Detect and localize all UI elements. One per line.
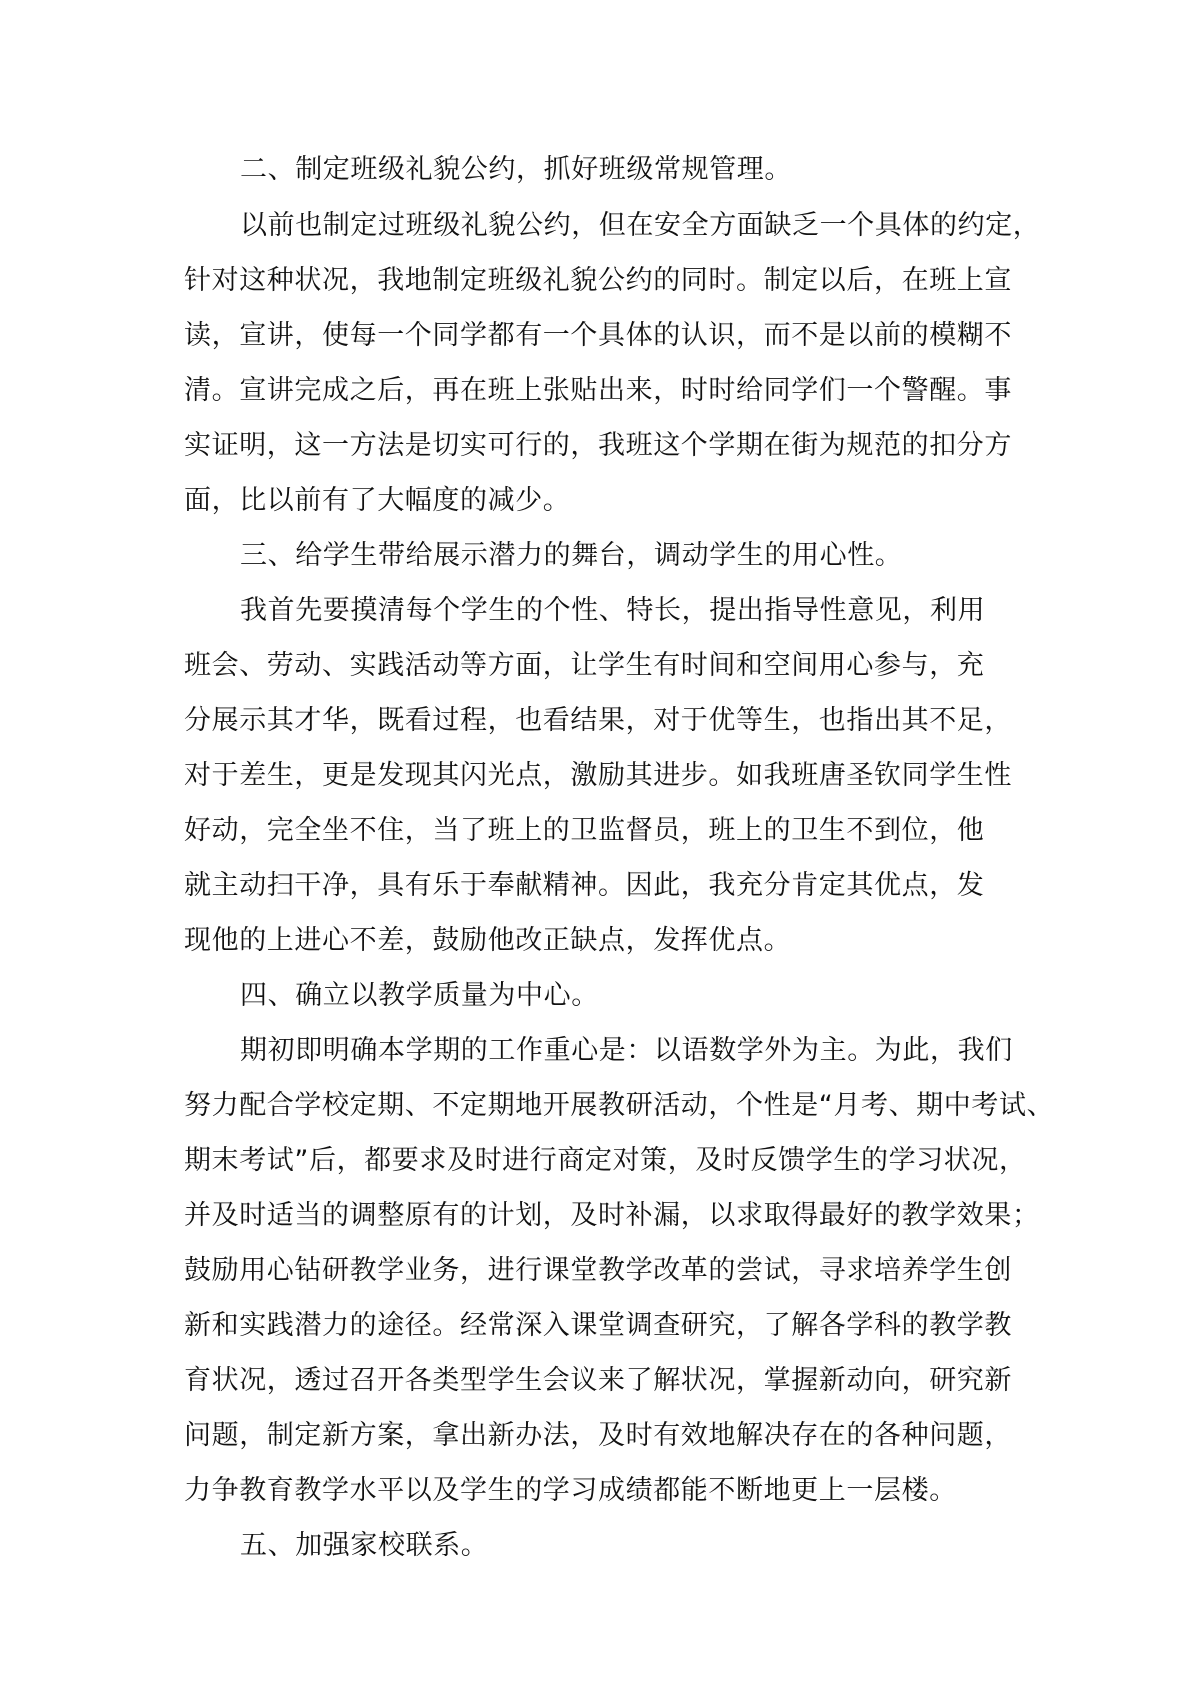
paragraph-line: 以前也制定过班级礼貌公约，但在安全方面缺乏一个具体的约定， [240,210,1041,241]
paragraph-line: 我首先要摸清每个学生的个性、特长，提出指导性意见，利用 [240,595,986,626]
section-heading-5: 五、加强家校联系。 [240,1530,489,1561]
paragraph-line: 就主动扫干净，具有乐于奉献精神。因此，我充分肯定其优点，发 [184,870,985,901]
paragraph-line: 现他的上进心不差，鼓励他改正缺点，发挥优点。 [184,925,792,956]
paragraph-line: 鼓励用心钻研教学业务，进行课堂教学改革的尝试，寻求培养学生创 [184,1255,1012,1286]
paragraph-line: 面，比以前有了大幅度的减少。 [184,485,571,516]
paragraph-line: 好动，完全坐不住，当了班上的卫监督员，班上的卫生不到位，他 [184,815,985,846]
paragraph-line: 力争教育教学水平以及学生的学习成绩都能不断地更上一层楼。 [184,1475,957,1506]
paragraph-line: 期末考试”后，都要求及时进行商定对策，及时反馈学生的学习状况， [184,1145,1027,1176]
paragraph-line: 清。宣讲完成之后，再在班上张贴出来，时时给同学们一个警醒。事 [184,375,1012,406]
paragraph-line: 针对这种状况，我地制定班级礼貌公约的同时。制定以后，在班上宣 [184,265,1012,296]
paragraph-line: 育状况，透过召开各类型学生会议来了解状况，掌握新动向，研究新 [184,1365,1012,1396]
paragraph-line: 对于差生，更是发现其闪光点，激励其进步。如我班唐圣钦同学生性 [184,760,1012,791]
paragraph-line: 读，宣讲，使每一个同学都有一个具体的认识，而不是以前的模糊不 [184,320,1012,351]
paragraph-line: 期初即明确本学期的工作重心是：以语数学外为主。为此，我们 [240,1035,1013,1066]
paragraph-line: 并及时适当的调整原有的计划，及时补漏，以求取得最好的教学效果； [184,1200,1040,1231]
paragraph-line: 班会、劳动、实践活动等方面，让学生有时间和空间用心参与，充 [184,650,985,681]
section-heading-3: 三、给学生带给展示潜力的舞台，调动学生的用心性。 [240,540,903,571]
section-heading-2: 二、制定班级礼貌公约，抓好班级常规管理。 [240,154,792,185]
section-heading-4: 四、确立以教学质量为中心。 [240,980,599,1011]
paragraph-line: 分展示其才华，既看过程，也看结果，对于优等生，也指出其不足， [184,705,1012,736]
paragraph-line: 新和实践潜力的途径。经常深入课堂调查研究，了解各学科的教学教 [184,1310,1012,1341]
paragraph-line: 问题，制定新方案，拿出新办法，及时有效地解决存在的各种问题， [184,1420,1012,1451]
paragraph-line: 实证明，这一方法是切实可行的，我班这个学期在街为规范的扣分方 [184,430,1012,461]
paragraph-line: 努力配合学校定期、不定期地开展教研活动，个性是“月考、期中考试、 [184,1090,1055,1121]
